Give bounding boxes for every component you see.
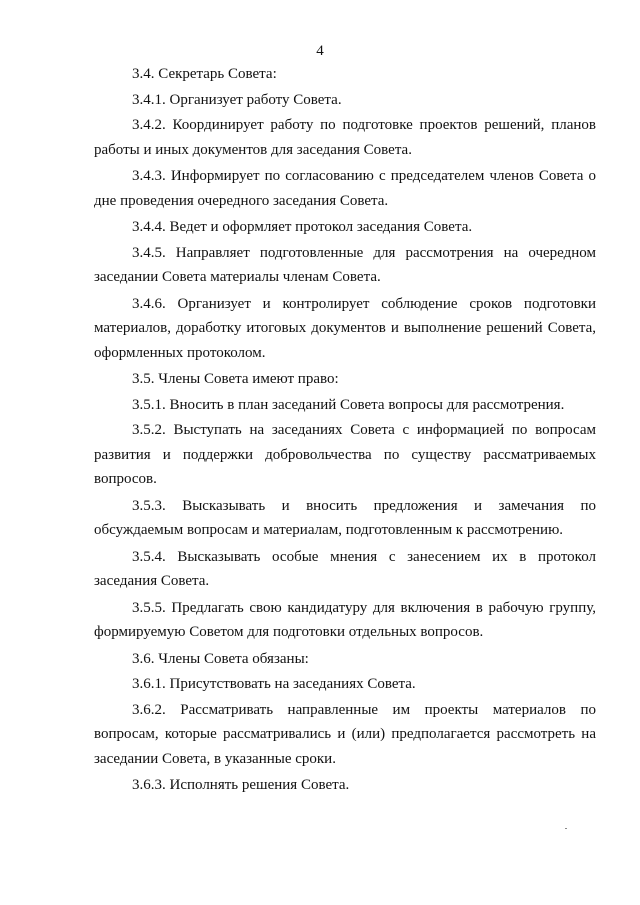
paragraph-3-5-1: 3.5.1. Вносить в план заседаний Совета вопросы для рассмотрения. bbox=[132, 396, 565, 413]
paragraph-3-4-2: 3.4.2. Координирует работу по подготовке проектов решений, планов работы и иных документов для заседания Совета. bbox=[94, 117, 596, 158]
paragraph-3-5-2: 3.5.2. Выступать на заседаниях Совета с информацией по вопросам развития и поддержки добровольчества по существу рассматриваемых вопросов. bbox=[94, 422, 596, 487]
paragraph-3-6-3: 3.6.3. Исполнять решения Совета. bbox=[132, 777, 350, 793]
paragraph-3-6: 3.6. Члены Совета обязаны: bbox=[132, 650, 309, 667]
paragraph-3-4-6: 3.4.6. Организует и контролирует соблюдение сроков подготовки материалов, доработку итоговых документов и выполнение решений Совета, оформленных протоколом. bbox=[94, 295, 596, 361]
paragraph-3-4: 3.4. Секретарь Совета: bbox=[132, 66, 277, 82]
paragraph-3-4-4: 3.4.4. Ведет и оформляет протокол заседания Совета. bbox=[132, 219, 473, 235]
paragraph-3-6-1: 3.6.1. Присутствовать на заседаниях Совета. bbox=[132, 676, 416, 692]
paragraph-3-5-4: 3.5.4. Высказывать особые мнения с занесением их в протокол заседания Совета. bbox=[94, 548, 596, 589]
page-number: 4 bbox=[316, 43, 324, 59]
paragraph-3-6-2: 3.6.2. Рассматривать направленные им проекты материалов по вопросам, которые рассматривались и (или) предполагается рассмотреть на заседании Совета, в указанные сроки. bbox=[94, 701, 596, 767]
scan-mark bbox=[565, 828, 567, 829]
paragraph-3-5: 3.5. Члены Совета имеют право: bbox=[132, 371, 339, 387]
paragraph-3-4-5: 3.4.5. Направляет подготовленные для рассмотрения на очередном заседании Совета материалы членам Совета. bbox=[94, 244, 596, 285]
paragraph-3-5-5: 3.5.5. Предлагать свою кандидатуру для включения в рабочую группу, формируемую Советом для подготовки отдельных вопросов. bbox=[94, 599, 596, 640]
paragraph-3-4-3: 3.4.3. Информирует по согласованию с председателем членов Совета о дне проведения очередного заседания Совета. bbox=[94, 168, 596, 209]
document-body bbox=[94, 62, 596, 799]
paragraph-3-4-1: 3.4.1. Организует работу Совета. bbox=[132, 91, 342, 108]
paragraph-3-5-3: 3.5.3. Высказывать и вносить предложения и замечания по обсуждаемым вопросам и материалам, подготовленным к рассмотрению. bbox=[94, 497, 596, 538]
